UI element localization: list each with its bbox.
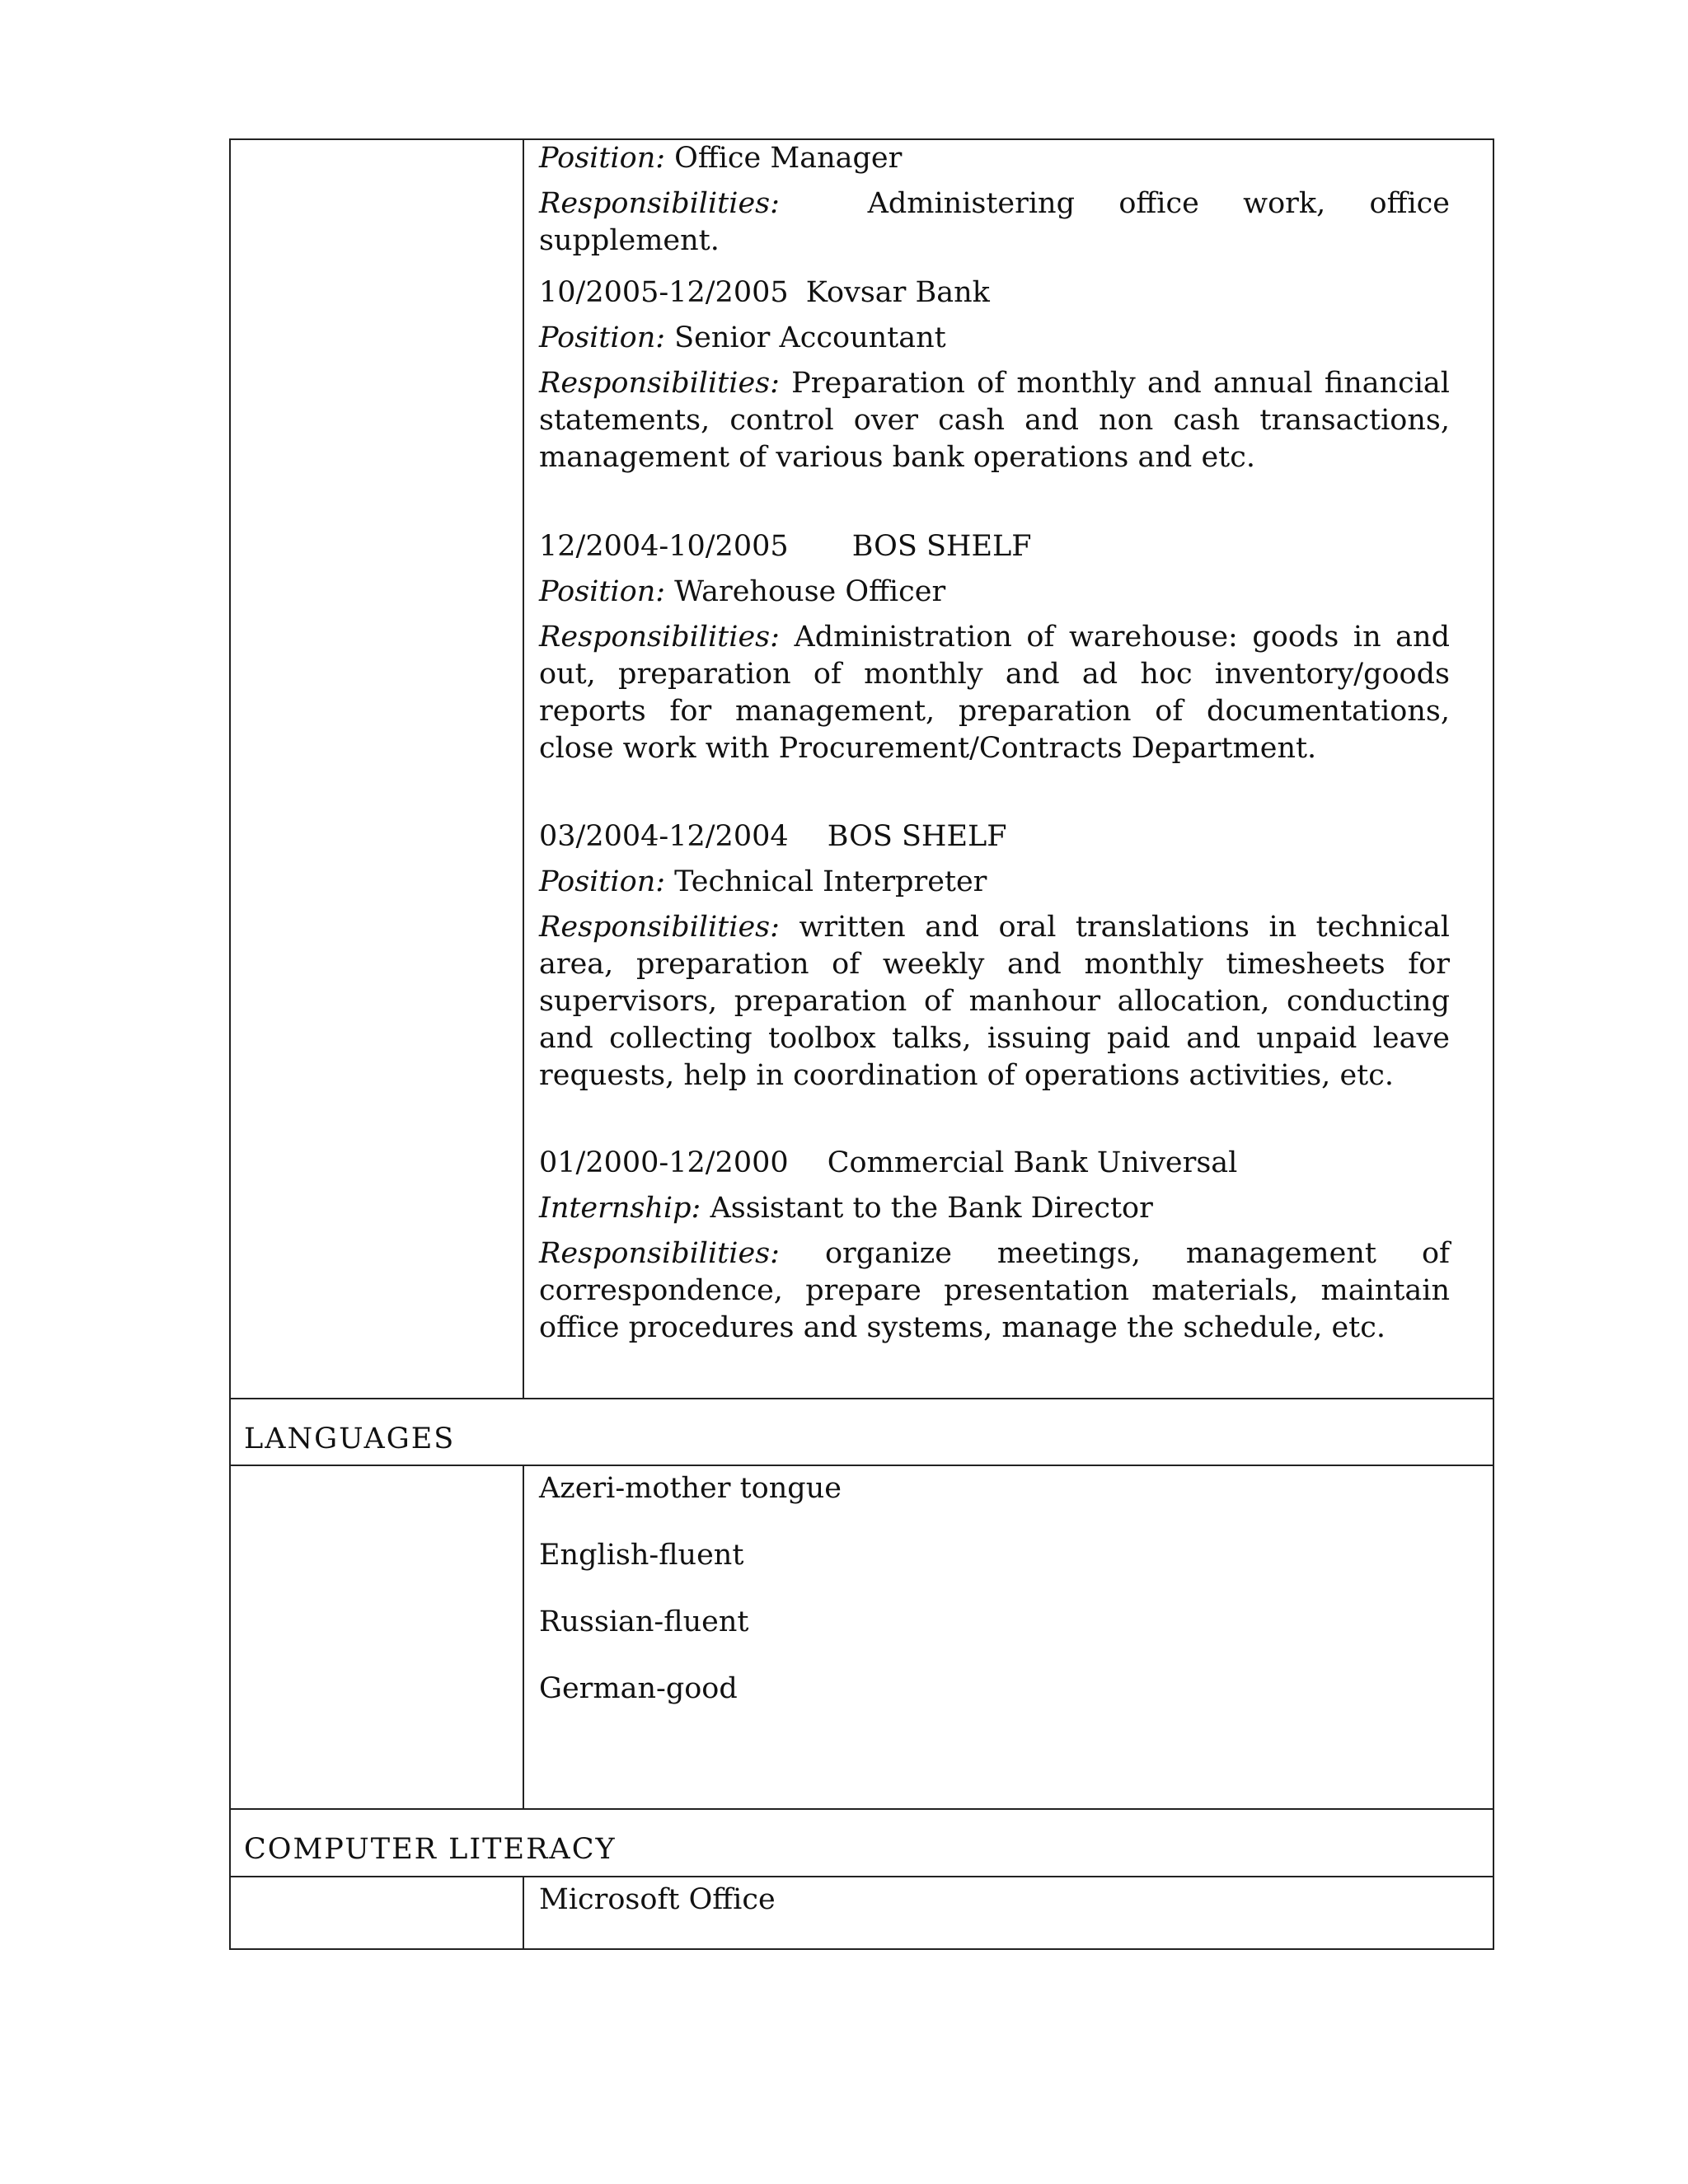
responsibilities-line [539,1235,1450,1347]
column-divider [523,140,524,1398]
position-value: Technical Interpreter [674,865,987,898]
position-label: Internship: [539,1192,701,1225]
language-item: English-fluent [539,1539,744,1572]
experience-section [539,140,1450,1398]
experience-entry [539,274,1450,476]
cv-table [229,138,1494,1950]
position-label: Position: [539,575,666,608]
entry-company: Commercial Bank Universal [827,1146,1238,1179]
language-item: Azeri-mother tongue [539,1472,842,1505]
row-divider [229,1876,1494,1877]
position-line [539,320,1450,357]
responsibilities-label: Responsibilities: [539,911,780,944]
position-label: Position: [539,142,666,175]
position-line [539,1190,1450,1227]
experience-entry [539,1145,1450,1347]
row-divider [229,1465,1494,1466]
responsibilities-text: Administration of warehouse: goods in and out, preparation of monthly and ad hoc inventory/goods reports for management, preparation of documentations, close work with Procurement/Contracts Department. [539,621,1450,765]
responsibilities-label: Responsibilities: [539,621,780,654]
experience-entry [539,140,1450,260]
position-label: Position: [539,321,666,354]
entry-date: 03/2004-12/2004 [539,820,789,853]
position-value: Office Manager [674,142,903,175]
responsibilities-line [539,619,1450,767]
language-item: German-good [539,1672,738,1705]
entry-date: 01/2000-12/2000 [539,1146,789,1179]
entry-heading [539,818,1450,855]
responsibilities-text: written and oral translations in technical area, preparation of weekly and monthly timesheets for supervisors, preparation of manhour allocation, conducting and collecting toolbox talks, issuing paid and unpaid leave requests, help in coordination of operations activities, etc. [539,911,1450,1092]
position-line [539,140,1450,177]
responsibilities-text: Preparation of monthly and annual financial statements, control over cash and non cash transactions, management of various bank operations and etc. [539,367,1450,474]
column-divider [523,1876,524,1950]
responsibilities-label: Responsibilities: [539,1237,780,1270]
responsibilities-label: Responsibilities: [539,187,780,220]
responsibilities-label: Responsibilities: [539,367,780,400]
responsibilities-line [539,185,1450,260]
row-divider [229,1808,1494,1810]
computer-skill-item: Microsoft Office [539,1883,776,1916]
responsibilities-line [539,909,1450,1094]
position-value: Senior Accountant [674,321,946,354]
entry-company: BOS SHELF [851,530,1032,563]
position-value: Assistant to the Bank Director [710,1192,1153,1225]
experience-entry [539,818,1450,1094]
column-divider [523,1465,524,1808]
position-value: Warehouse Officer [674,575,946,608]
row-divider [229,1398,1494,1399]
entry-date: 10/2005-12/2005 [539,276,789,309]
languages-heading: LANGUAGES [244,1422,456,1455]
entry-heading [539,1145,1450,1182]
language-item: Russian-fluent [539,1605,749,1638]
entry-heading [539,274,1450,312]
position-line [539,864,1450,901]
responsibilities-line [539,365,1450,476]
position-line [539,574,1450,611]
entry-date: 12/2004-10/2005 [539,530,789,563]
computer-literacy-heading: COMPUTER LITERACY [244,1833,617,1866]
experience-entry [539,528,1450,767]
responsibilities-text: Administering office work, office supplement. [539,187,1450,257]
responsibilities-text: organize meetings, management of correspondence, prepare presentation materials, maintain office procedures and systems, manage the schedule, etc. [539,1237,1450,1344]
entry-heading [539,528,1450,565]
entry-company: Kovsar Bank [805,276,990,309]
entry-company: BOS SHELF [827,820,1007,853]
position-label: Position: [539,865,666,898]
